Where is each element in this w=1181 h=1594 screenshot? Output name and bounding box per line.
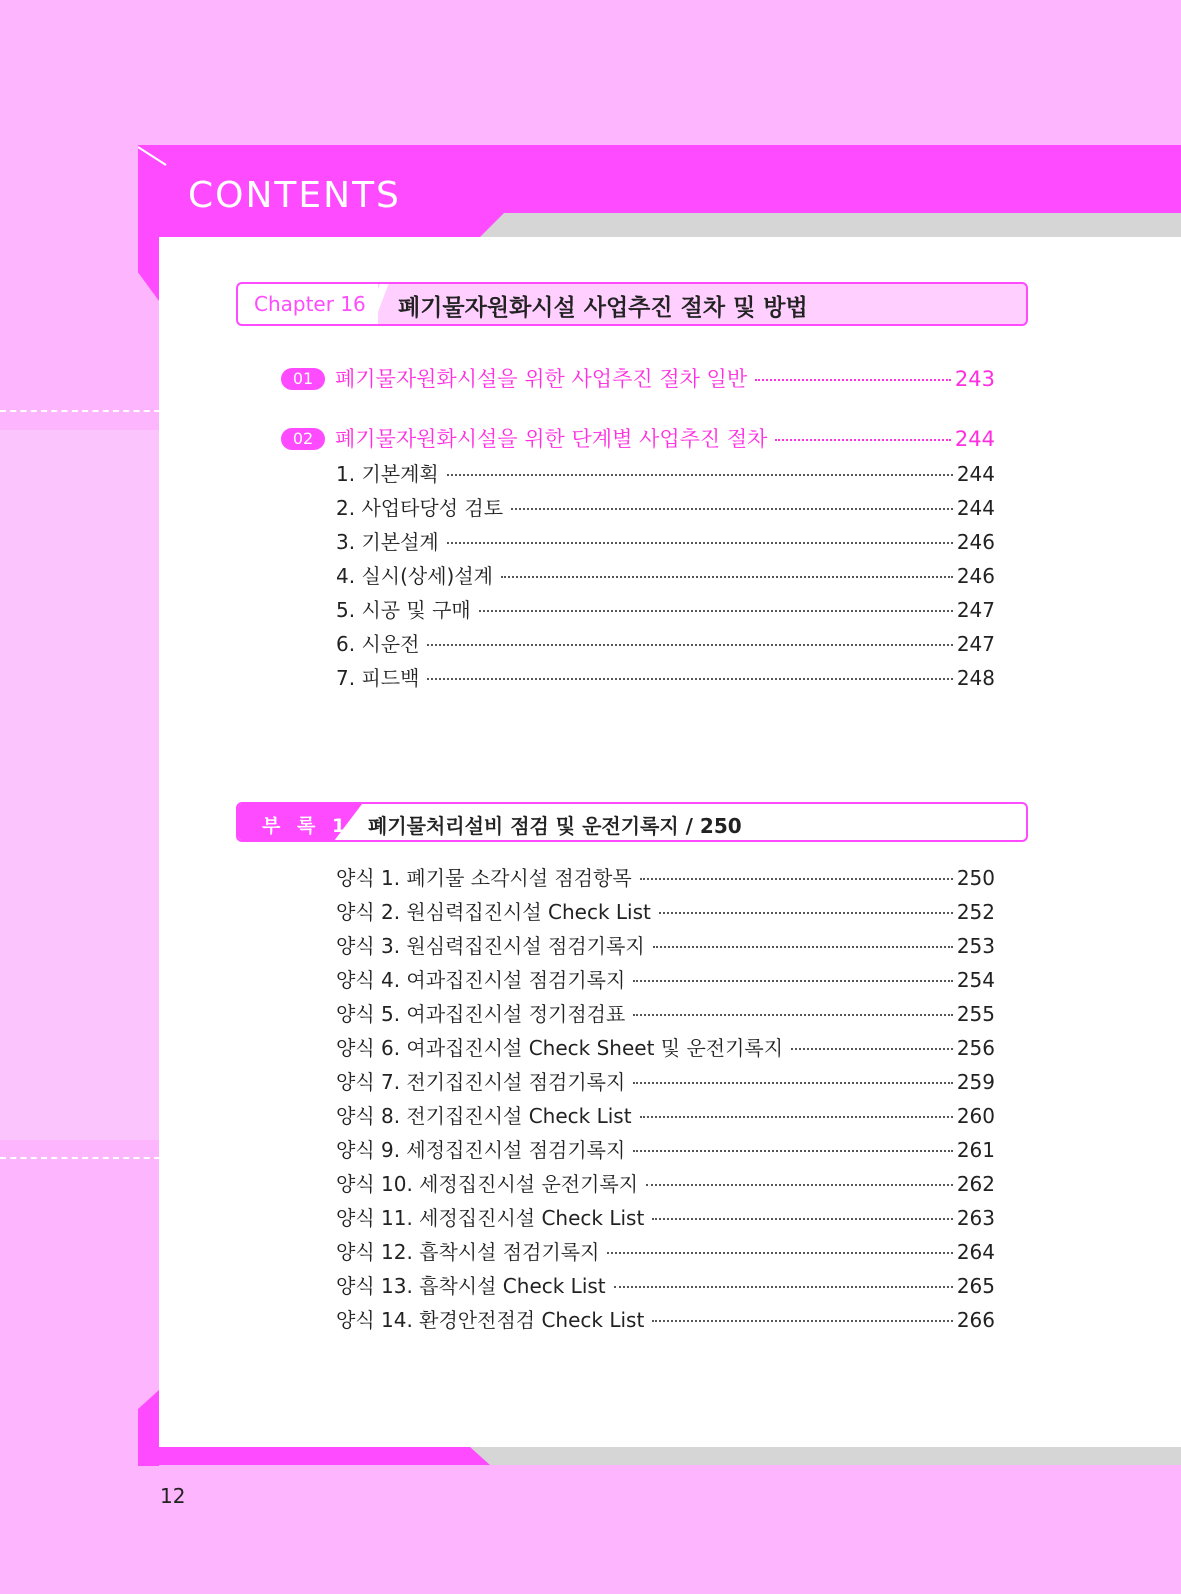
chapter-label: Chapter 16 bbox=[254, 292, 366, 316]
item-title: 1. 기본계획 bbox=[336, 462, 439, 486]
item-page: 248 bbox=[956, 666, 995, 690]
chapter-heading bbox=[236, 282, 1028, 326]
form-page: 259 bbox=[956, 1070, 995, 1094]
dot-leader bbox=[633, 1082, 952, 1084]
form-title: 양식 2. 원심력집진시설 Check List bbox=[336, 900, 651, 924]
form-title: 양식 9. 세정집진시설 점검기록지 bbox=[336, 1138, 626, 1162]
dot-leader bbox=[640, 878, 953, 880]
toc-item[interactable] bbox=[336, 662, 995, 692]
form-page: 261 bbox=[956, 1138, 995, 1162]
form-title: 양식 6. 여과집진시설 Check Sheet 및 운전기록지 bbox=[336, 1036, 784, 1060]
dot-leader bbox=[447, 542, 953, 544]
dot-leader bbox=[633, 1150, 952, 1152]
dot-leader bbox=[653, 946, 953, 948]
left-tab-top bbox=[138, 237, 159, 301]
form-title: 양식 10. 세정집진시설 운전기록지 bbox=[336, 1172, 639, 1196]
chapter-divider-slash bbox=[362, 282, 390, 326]
dot-leader bbox=[755, 379, 951, 381]
toc-section[interactable] bbox=[281, 363, 995, 393]
dot-leader bbox=[614, 1286, 953, 1288]
section-page: 244 bbox=[954, 427, 995, 451]
toc-item[interactable] bbox=[336, 458, 995, 488]
header-corner-line bbox=[138, 145, 178, 175]
dot-leader bbox=[652, 1218, 953, 1220]
dot-leader bbox=[633, 1014, 952, 1016]
form-page: 265 bbox=[956, 1274, 995, 1298]
dot-leader bbox=[447, 474, 953, 476]
item-page: 244 bbox=[956, 462, 995, 486]
dot-leader bbox=[775, 439, 950, 441]
form-page: 260 bbox=[956, 1104, 995, 1128]
form-title: 양식 13. 흡착시설 Check List bbox=[336, 1274, 606, 1298]
item-page: 246 bbox=[956, 530, 995, 554]
dashed-divider bbox=[0, 410, 160, 412]
section-page: 243 bbox=[954, 367, 995, 391]
dot-leader bbox=[652, 1320, 953, 1322]
header-gray-strip bbox=[480, 213, 1181, 237]
toc-form-item[interactable] bbox=[336, 1066, 995, 1096]
toc-form-item[interactable] bbox=[336, 1270, 995, 1300]
dot-leader bbox=[791, 1048, 953, 1050]
form-title: 양식 11. 세정집진시설 Check List bbox=[336, 1206, 645, 1230]
form-page: 254 bbox=[956, 968, 995, 992]
section-title: 폐기물자원화시설을 위한 사업추진 절차 일반 bbox=[335, 367, 748, 391]
page-title: CONTENTS bbox=[188, 175, 401, 216]
toc-section[interactable] bbox=[281, 423, 995, 453]
toc-item[interactable] bbox=[336, 492, 995, 522]
item-page: 244 bbox=[956, 496, 995, 520]
form-title: 양식 8. 전기집진시설 Check List bbox=[336, 1104, 632, 1128]
toc-form-item[interactable] bbox=[336, 998, 995, 1028]
dot-leader bbox=[501, 576, 953, 578]
dot-leader bbox=[427, 678, 952, 680]
appendix-heading bbox=[236, 802, 1028, 842]
chapter-title: 폐기물자원화시설 사업추진 절차 및 방법 bbox=[398, 295, 808, 321]
item-title: 2. 사업타당성 검토 bbox=[336, 496, 504, 520]
dot-leader bbox=[511, 508, 953, 510]
toc-form-item[interactable] bbox=[336, 1202, 995, 1232]
form-page: 263 bbox=[956, 1206, 995, 1230]
section-title: 폐기물자원화시설을 위한 단계별 사업추진 절차 bbox=[335, 427, 768, 451]
form-page: 262 bbox=[956, 1172, 995, 1196]
item-title: 5. 시공 및 구매 bbox=[336, 598, 471, 622]
form-page: 253 bbox=[956, 934, 995, 958]
toc-form-item[interactable] bbox=[336, 1236, 995, 1266]
toc-form-item[interactable] bbox=[336, 862, 995, 892]
toc-form-item[interactable] bbox=[336, 964, 995, 994]
toc-form-item[interactable] bbox=[336, 1168, 995, 1198]
form-page: 250 bbox=[956, 866, 995, 890]
dot-leader bbox=[633, 980, 952, 982]
item-page: 246 bbox=[956, 564, 995, 588]
item-title: 3. 기본설계 bbox=[336, 530, 439, 554]
toc-form-item[interactable] bbox=[336, 930, 995, 960]
form-title: 양식 14. 환경안전점검 Check List bbox=[336, 1308, 645, 1332]
section-number-badge: 02 bbox=[281, 428, 325, 450]
form-title: 양식 1. 폐기물 소각시설 점검항목 bbox=[336, 866, 632, 890]
item-title: 7. 피드백 bbox=[336, 666, 420, 690]
form-title: 양식 5. 여과집진시설 정기점검표 bbox=[336, 1002, 626, 1026]
appendix-title: 폐기물처리설비 점검 및 운전기록지 / 250 bbox=[368, 814, 742, 838]
toc-form-item[interactable] bbox=[336, 1032, 995, 1062]
toc-form-item[interactable] bbox=[336, 1304, 995, 1334]
left-pale-band bbox=[0, 430, 160, 1140]
item-title: 6. 시운전 bbox=[336, 632, 420, 656]
form-title: 양식 12. 흡착시설 점검기록지 bbox=[336, 1240, 600, 1264]
dot-leader bbox=[479, 610, 953, 612]
dot-leader bbox=[640, 1116, 953, 1118]
form-page: 256 bbox=[956, 1036, 995, 1060]
page-number: 12 bbox=[160, 1484, 186, 1508]
section-number-badge: 01 bbox=[281, 368, 325, 390]
footer-gray-strip bbox=[470, 1447, 1181, 1465]
form-title: 양식 3. 원심력집진시설 점검기록지 bbox=[336, 934, 645, 958]
dot-leader bbox=[659, 912, 953, 914]
dot-leader bbox=[427, 644, 952, 646]
toc-form-item[interactable] bbox=[336, 1100, 995, 1130]
toc-item[interactable] bbox=[336, 526, 995, 556]
toc-form-item[interactable] bbox=[336, 896, 995, 926]
toc-item[interactable] bbox=[336, 628, 995, 658]
form-title: 양식 7. 전기집진시설 점검기록지 bbox=[336, 1070, 626, 1094]
form-title: 양식 4. 여과집진시설 점검기록지 bbox=[336, 968, 626, 992]
item-page: 247 bbox=[956, 598, 995, 622]
form-page: 255 bbox=[956, 1002, 995, 1026]
toc-item[interactable] bbox=[336, 594, 995, 624]
toc-item[interactable] bbox=[336, 560, 995, 590]
dot-leader bbox=[607, 1252, 952, 1254]
appendix-label: 부 록 1 bbox=[262, 815, 351, 837]
form-page: 266 bbox=[956, 1308, 995, 1332]
toc-form-item[interactable] bbox=[336, 1134, 995, 1164]
form-page: 252 bbox=[956, 900, 995, 924]
item-page: 247 bbox=[956, 632, 995, 656]
dashed-divider bbox=[0, 1157, 160, 1159]
dot-leader bbox=[646, 1184, 953, 1186]
form-page: 264 bbox=[956, 1240, 995, 1264]
item-title: 4. 실시(상세)설계 bbox=[336, 564, 493, 588]
